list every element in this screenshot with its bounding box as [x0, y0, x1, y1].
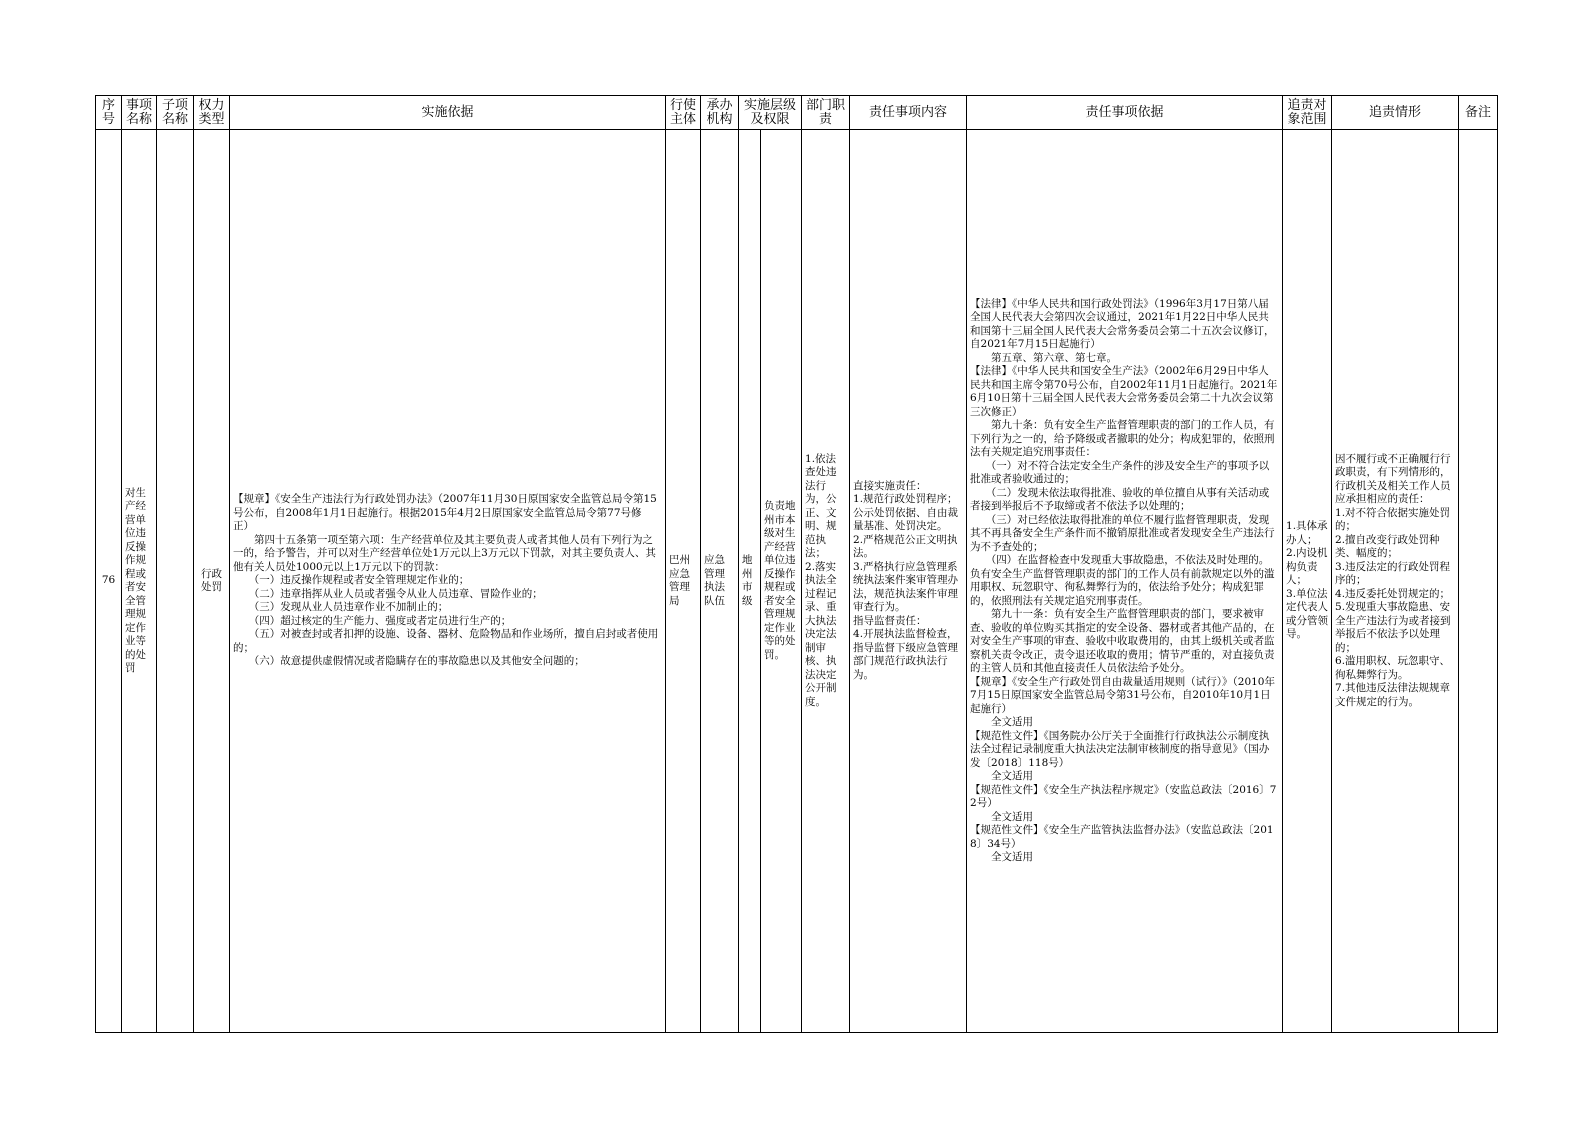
header-sub-item: 子项名称	[157, 96, 194, 130]
header-subject: 行使主体	[666, 96, 701, 130]
header-level: 实施层级及权限	[739, 96, 802, 130]
header-item-name: 事项名称	[122, 96, 157, 130]
accountable-cell: 1.具体承办人； 2.内设机构负责人； 3.单位法定代表人或分管领导。	[1283, 130, 1332, 1033]
power-type-cell: 行政处罚	[194, 130, 230, 1033]
header-row	[96, 96, 1498, 130]
header-duty: 部门职责	[802, 96, 850, 130]
header-remarks: 备注	[1459, 96, 1498, 130]
duty-cell: 1.依法查处违法行为，公正、文明、规范执法； 2.落实执法全过程记录、重大执法决定法制审核、执法决定公开制度。	[802, 130, 850, 1033]
authority-cell: 负责地州市本级对生产经营单位违反操作规程或者安全管理规定作业等的处罚。	[761, 130, 802, 1033]
level-cell: 地州市级	[739, 130, 761, 1033]
responsibility-table	[95, 95, 1498, 1033]
header-circumstances: 追责情形	[1332, 96, 1459, 130]
circumstances-cell: 因不履行或不正确履行行政职责，有下列情形的，行政机关及相关工作人员应承担相应的责任： 1.对不符合依据实施处罚的； 2.擅自改变行政处罚种类、幅度的； 3.违反法定的行政处罚程序的； 4.违反委托处罚规定的； 5.发现重大事故隐患、安全生产违法行为或者接到举报后不依法予以处理的； 6.滥用职权、玩忽职守、徇私舞弊行为。 7.其他违反法律法规规章文件规定的行为。	[1332, 130, 1459, 1033]
remarks-cell	[1459, 130, 1498, 1033]
subject-cell: 巴州应急管理局	[666, 130, 701, 1033]
item-name-cell: 对生产经营单位违反操作规程或者安全管理规定作业等的处罚	[122, 130, 157, 1033]
basis-cell: 【规章】《安全生产违法行为行政处罚办法》（2007年11月30日原国家安全监管总局令第15号公布，自2008年1月1日起施行。根据2015年4月2日原国家安全监管总局令第77号修正） 第四十五条第一项至第六项：生产经营单位及其主要负责人或者其他人员有下列行为之一的，给予警告，并可以对生产经营单位处1万元以上3万元以下罚款，对其主要负责人、其他有关人员处1000元以上1万元以下的罚款： （一）违反操作规程或者安全管理规定作业的； （二）违章指挥从业人员或者强令从业人员违章、冒险作业的； （三）发现从业人员违章作业不加制止的； （四）超过核定的生产能力、强度或者定员进行生产的； （五）对被查封或者扣押的设施、设备、器材、危险物品和作业场所，擅自启封或者使用的； （六）故意提供虚假情况或者隐瞒存在的事故隐患以及其他安全问题的；	[230, 130, 666, 1033]
header-power-type: 权力类型	[194, 96, 230, 130]
header-seq: 序号	[96, 96, 122, 130]
header-agency: 承办机构	[701, 96, 739, 130]
seq-cell: 76	[96, 130, 122, 1033]
resp-basis-cell: 【法律】《中华人民共和国行政处罚法》（1996年3月17日第八届全国人民代表大会第四次会议通过，2021年1月22日中华人民共和国第十三届全国人民代表大会常务委员会第二十五次会议修订，自2021年7月15日起施行） 第五章、第六章、第七章。 【法律】《中华人民共和国安全生产法》（2002年6月29日中华人民共和国主席令第70号公布，自2002年11月1日起施行。2021年6月10日第十三届全国人民代表大会常务委员会第二十九次会议第三次修正） 第九十条：负有安全生产监督管理职责的部门的工作人员，有下列行为之一的，给予降级或者撤职的处分；构成犯罪的，依照刑法有关规定追究刑事责任： （一）对不符合法定安全生产条件的涉及安全生产的事项予以批准或者验收通过的； （二）发现未依法取得批准、验收的单位擅自从事有关活动或者接到举报后不予取缔或者不依法予以处理的； （三）对已经依法取得批准的单位不履行监督管理职责，发现其不再具备安全生产条件而不撤销原批准或者发现安全生产违法行为不予查处的； （四）在监督检查中发现重大事故隐患，不依法及时处理的。负有安全生产监督管理职责的部门的工作人员有前款规定以外的滥用职权、玩忽职守、徇私舞弊行为的，依法给予处分；构成犯罪的，依照刑法有关规定追究刑事责任。 第九十一条：负有安全生产监督管理职责的部门，要求被审查、验收的单位购买其指定的安全设备、器材或者其他产品的，在对安全生产事项的审查、验收中收取费用的，由其上级机关或者监察机关责令改正，责令退还收取的费用；情节严重的，对直接负责的主管人员和其他直接责任人员依法给予处分。 【规章】《安全生产行政处罚自由裁量适用规则（试行）》（2010年7月15日原国家安全监管总局令第31号公布，自2010年10月1日起施行） 全文适用 【规范性文件】《国务院办公厅关于全面推行行政执法公示制度执法全过程记录制度重大执法决定法制审核制度的指导意见》（国办发〔2018〕118号） 全文适用 【规范性文件】《安全生产执法程序规定》（安监总政法〔2016〕72号） 全文适用 【规范性文件】《安全生产监管执法监督办法》（安监总政法〔2018〕34号） 全文适用	[967, 130, 1283, 1033]
header-content: 责任事项内容	[850, 96, 967, 130]
header-accountable: 追责对象范围	[1283, 96, 1332, 130]
agency-cell: 应急管理执法队伍	[701, 130, 739, 1033]
header-resp-basis: 责任事项依据	[967, 96, 1283, 130]
sub-item-cell	[157, 130, 194, 1033]
table-row	[96, 130, 1498, 1033]
header-basis: 实施依据	[230, 96, 666, 130]
content-cell: 直接实施责任： 1.规范行政处罚程序；公示处罚依据、自由裁量基准、处罚决定。 2.严格规范公正文明执法。 3.严格执行应急管理系统执法案件案审管理办法，规范执法案件审理审查行为。 指导监督责任： 4.开展执法监督检查，指导监督下级应急管理部门规范行政执法行为。	[850, 130, 967, 1033]
